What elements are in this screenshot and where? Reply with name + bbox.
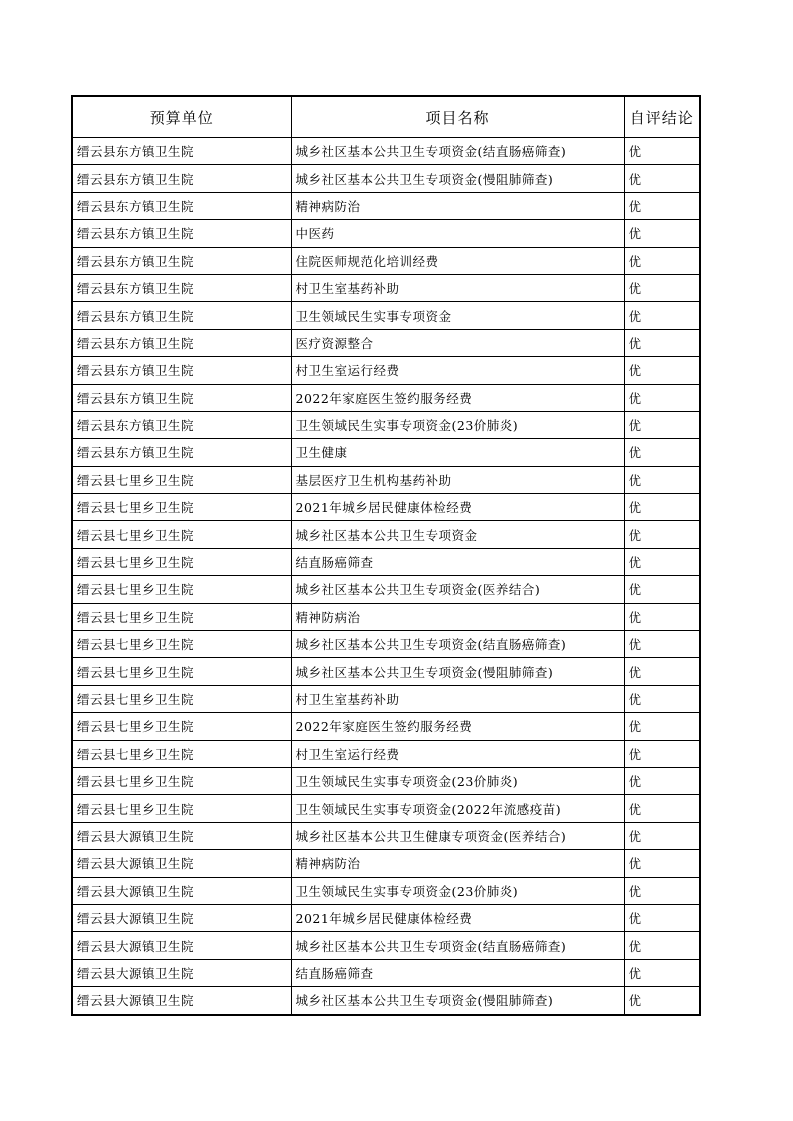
self-evaluation-cell: 优: [624, 576, 700, 603]
budget-unit-cell: 缙云县大源镇卫生院: [72, 959, 291, 986]
table-row: [72, 439, 700, 466]
project-name-cell: 精神病防治: [291, 850, 624, 877]
table-row: [72, 329, 700, 356]
self-evaluation-cell: 优: [624, 494, 700, 521]
self-evaluation-cell: 优: [624, 466, 700, 493]
budget-unit-cell: 缙云县大源镇卫生院: [72, 877, 291, 904]
table-row: [72, 384, 700, 411]
self-evaluation-cell: 优: [624, 959, 700, 986]
self-evaluation-cell: 优: [624, 411, 700, 438]
table-row: [72, 822, 700, 849]
self-evaluation-cell: 优: [624, 904, 700, 931]
budget-unit-cell: 缙云县东方镇卫生院: [72, 220, 291, 247]
budget-unit-cell: 缙云县七里乡卫生院: [72, 631, 291, 658]
project-name-cell: 村卫生室基药补助: [291, 274, 624, 301]
project-name-cell: 城乡社区基本公共卫生健康专项资金(医养结合): [291, 822, 624, 849]
table-row: [72, 713, 700, 740]
table-row: [72, 192, 700, 219]
budget-unit-cell: 缙云县东方镇卫生院: [72, 138, 291, 165]
budget-unit-cell: 缙云县东方镇卫生院: [72, 302, 291, 329]
header-budget-unit: 预算单位: [72, 96, 291, 138]
self-evaluation-cell: 优: [624, 767, 700, 794]
project-name-cell: 城乡社区基本公共卫生专项资金(结直肠癌筛查): [291, 631, 624, 658]
project-name-cell: 精神防病治: [291, 603, 624, 630]
project-name-cell: 村卫生室运行经费: [291, 740, 624, 767]
table-row: [72, 603, 700, 630]
self-evaluation-cell: 优: [624, 631, 700, 658]
budget-unit-cell: 缙云县东方镇卫生院: [72, 329, 291, 356]
project-name-cell: 城乡社区基本公共卫生专项资金(结直肠癌筛查): [291, 138, 624, 165]
table-row: [72, 165, 700, 192]
table-header-row: [72, 96, 700, 138]
table-row: [72, 494, 700, 521]
project-name-cell: 精神病防治: [291, 192, 624, 219]
project-name-cell: 2021年城乡居民健康体检经费: [291, 494, 624, 521]
table-row: [72, 138, 700, 165]
project-name-cell: 城乡社区基本公共卫生专项资金: [291, 521, 624, 548]
self-evaluation-cell: 优: [624, 713, 700, 740]
table-row: [72, 877, 700, 904]
table-row: [72, 466, 700, 493]
budget-unit-cell: 缙云县东方镇卫生院: [72, 411, 291, 438]
budget-unit-cell: 缙云县大源镇卫生院: [72, 850, 291, 877]
budget-unit-cell: 缙云县东方镇卫生院: [72, 192, 291, 219]
self-evaluation-cell: 优: [624, 192, 700, 219]
project-name-cell: 结直肠癌筛查: [291, 548, 624, 575]
budget-unit-cell: 缙云县七里乡卫生院: [72, 658, 291, 685]
header-project-name: 项目名称: [291, 96, 624, 138]
table-row: [72, 576, 700, 603]
budget-unit-cell: 缙云县七里乡卫生院: [72, 795, 291, 822]
budget-unit-cell: 缙云县大源镇卫生院: [72, 932, 291, 959]
budget-unit-cell: 缙云县七里乡卫生院: [72, 740, 291, 767]
project-name-cell: 结直肠癌筛查: [291, 959, 624, 986]
table-row: [72, 411, 700, 438]
project-name-cell: 城乡社区基本公共卫生专项资金(慢阻肺筛查): [291, 658, 624, 685]
table-row: [72, 850, 700, 877]
project-name-cell: 村卫生室运行经费: [291, 357, 624, 384]
table-row: [72, 767, 700, 794]
table-row: [72, 795, 700, 822]
project-name-cell: 城乡社区基本公共卫生专项资金(医养结合): [291, 576, 624, 603]
project-name-cell: 2022年家庭医生签约服务经费: [291, 384, 624, 411]
self-evaluation-cell: 优: [624, 822, 700, 849]
project-name-cell: 卫生领域民生实事专项资金(23价肺炎): [291, 411, 624, 438]
budget-unit-cell: 缙云县七里乡卫生院: [72, 521, 291, 548]
self-evaluation-cell: 优: [624, 274, 700, 301]
table-row: [72, 631, 700, 658]
self-evaluation-cell: 优: [624, 329, 700, 356]
self-evaluation-cell: 优: [624, 685, 700, 712]
table-body: [72, 138, 700, 1015]
self-evaluation-cell: 优: [624, 658, 700, 685]
evaluation-table: [71, 95, 701, 1016]
budget-unit-cell: 缙云县大源镇卫生院: [72, 822, 291, 849]
project-name-cell: 2021年城乡居民健康体检经费: [291, 904, 624, 931]
project-name-cell: 卫生健康: [291, 439, 624, 466]
budget-unit-cell: 缙云县七里乡卫生院: [72, 713, 291, 740]
project-name-cell: 卫生领域民生实事专项资金: [291, 302, 624, 329]
project-name-cell: 医疗资源整合: [291, 329, 624, 356]
budget-unit-cell: 缙云县东方镇卫生院: [72, 165, 291, 192]
project-name-cell: 2022年家庭医生签约服务经费: [291, 713, 624, 740]
self-evaluation-cell: 优: [624, 548, 700, 575]
project-name-cell: 卫生领域民生实事专项资金(23价肺炎): [291, 767, 624, 794]
self-evaluation-cell: 优: [624, 220, 700, 247]
project-name-cell: 城乡社区基本公共卫生专项资金(结直肠癌筛查): [291, 932, 624, 959]
table-row: [72, 685, 700, 712]
project-name-cell: 住院医师规范化培训经费: [291, 247, 624, 274]
table-row: [72, 357, 700, 384]
budget-unit-cell: 缙云县东方镇卫生院: [72, 357, 291, 384]
table-row: [72, 247, 700, 274]
table-row: [72, 220, 700, 247]
self-evaluation-cell: 优: [624, 932, 700, 959]
self-evaluation-cell: 优: [624, 138, 700, 165]
project-name-cell: 村卫生室基药补助: [291, 685, 624, 712]
self-evaluation-cell: 优: [624, 877, 700, 904]
budget-unit-cell: 缙云县七里乡卫生院: [72, 548, 291, 575]
budget-unit-cell: 缙云县七里乡卫生院: [72, 466, 291, 493]
self-evaluation-cell: 优: [624, 850, 700, 877]
table-row: [72, 959, 700, 986]
self-evaluation-cell: 优: [624, 603, 700, 630]
self-evaluation-cell: 优: [624, 740, 700, 767]
budget-unit-cell: 缙云县大源镇卫生院: [72, 987, 291, 1015]
table-row: [72, 904, 700, 931]
budget-unit-cell: 缙云县七里乡卫生院: [72, 685, 291, 712]
self-evaluation-cell: 优: [624, 987, 700, 1015]
project-name-cell: 基层医疗卫生机构基药补助: [291, 466, 624, 493]
self-evaluation-cell: 优: [624, 357, 700, 384]
budget-unit-cell: 缙云县七里乡卫生院: [72, 576, 291, 603]
project-name-cell: 卫生领域民生实事专项资金(23价肺炎): [291, 877, 624, 904]
project-name-cell: 城乡社区基本公共卫生专项资金(慢阻肺筛查): [291, 987, 624, 1015]
budget-unit-cell: 缙云县大源镇卫生院: [72, 904, 291, 931]
table-row: [72, 658, 700, 685]
budget-unit-cell: 缙云县东方镇卫生院: [72, 274, 291, 301]
table-row: [72, 987, 700, 1015]
table-row: [72, 548, 700, 575]
self-evaluation-cell: 优: [624, 165, 700, 192]
self-evaluation-cell: 优: [624, 302, 700, 329]
budget-unit-cell: 缙云县东方镇卫生院: [72, 247, 291, 274]
self-evaluation-cell: 优: [624, 439, 700, 466]
self-evaluation-cell: 优: [624, 384, 700, 411]
table-row: [72, 932, 700, 959]
table-row: [72, 521, 700, 548]
self-evaluation-cell: 优: [624, 521, 700, 548]
self-evaluation-cell: 优: [624, 795, 700, 822]
project-name-cell: 卫生领域民生实事专项资金(2022年流感疫苗): [291, 795, 624, 822]
budget-unit-cell: 缙云县七里乡卫生院: [72, 494, 291, 521]
budget-unit-cell: 缙云县东方镇卫生院: [72, 439, 291, 466]
budget-unit-cell: 缙云县七里乡卫生院: [72, 767, 291, 794]
table-row: [72, 740, 700, 767]
budget-unit-cell: 缙云县七里乡卫生院: [72, 603, 291, 630]
table-row: [72, 302, 700, 329]
header-self-evaluation: 自评结论: [624, 96, 700, 138]
project-name-cell: 城乡社区基本公共卫生专项资金(慢阻肺筛查): [291, 165, 624, 192]
table-row: [72, 274, 700, 301]
budget-unit-cell: 缙云县东方镇卫生院: [72, 384, 291, 411]
project-name-cell: 中医药: [291, 220, 624, 247]
self-evaluation-cell: 优: [624, 247, 700, 274]
